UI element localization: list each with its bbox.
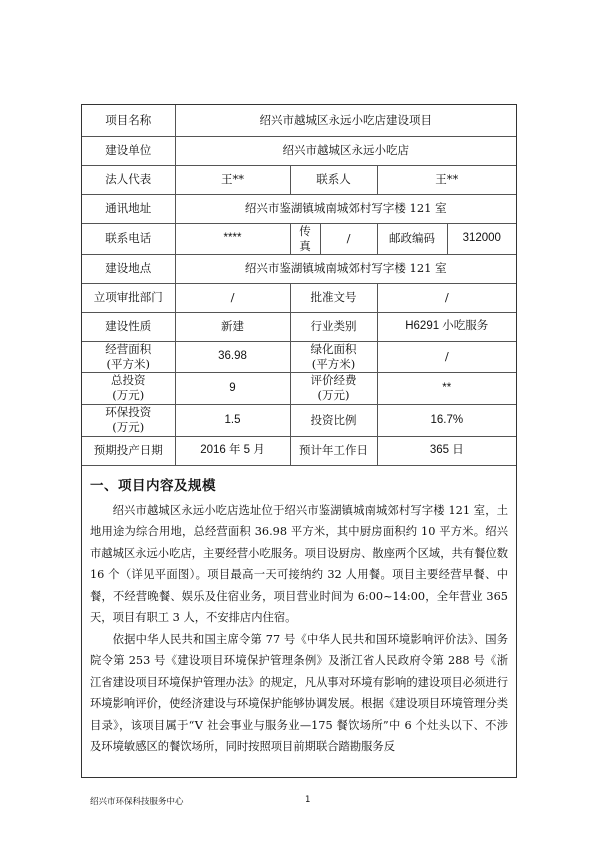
- table-row: [82, 136, 516, 165]
- table-row: [82, 254, 516, 283]
- table-row: [82, 223, 516, 254]
- ratio-value: 16.7%: [377, 404, 516, 436]
- cell-label: [290, 341, 377, 372]
- cell-label: 投资比例: [290, 404, 377, 436]
- label-line: 环保投资: [105, 405, 152, 419]
- label-line: 评价经费: [310, 373, 357, 387]
- project-content-section: [82, 465, 516, 758]
- cell-label: 预期投产日期: [82, 436, 175, 465]
- construction-unit-value: 绍兴市越城区永远小吃店: [175, 136, 516, 165]
- env-invest-value: 1.5: [175, 404, 290, 436]
- cell-label: 传 真: [290, 223, 320, 254]
- cell-label: 联系电话: [82, 223, 175, 254]
- workdays-value: 365 日: [377, 436, 516, 465]
- cell-label: [82, 404, 175, 436]
- area-value: 36.98: [175, 341, 290, 372]
- contact-value: 王**: [377, 165, 516, 194]
- cell-label: 批准文号: [290, 283, 377, 312]
- cell-label: [290, 372, 377, 404]
- paragraph-scope: 绍兴市越城区永远小吃店选址位于绍兴市鉴湖镇城南城郊村写字楼 121 室，土地用途为综合用地，总经营面积 36.98 平方米，其中厨房面积约 10 平方米。绍兴市越城区永远小吃店，主要经营小吃服务。项目设厨房、散座两个区域，共有餐位数 16 个（详见平面图）。项目最高一天可接纳约 32 人用餐。项目主要经营早餐、中餐，不经营晚餐、娱乐及住宿业务，项目营业时间为 6:00~14:00，全年营业 365 天，项目有职工 3 人，不安排店内住宿。: [90, 503, 508, 624]
- cell-label: [82, 372, 175, 404]
- cell-label: 邮政编码: [377, 223, 447, 254]
- label-unit: (万元): [112, 420, 145, 434]
- table-row: [82, 404, 516, 436]
- document-frame: [81, 104, 517, 778]
- green-value: /: [377, 341, 516, 372]
- legal-rep-value: 王**: [175, 165, 290, 194]
- cell-label: 建设地点: [82, 254, 175, 283]
- table-row: [82, 283, 516, 312]
- cell-label: 法人代表: [82, 165, 175, 194]
- project-name-value: 绍兴市越城区永远小吃店建设项目: [175, 105, 516, 136]
- nature-value: 新建: [175, 312, 290, 341]
- invest-value: 9: [175, 372, 290, 404]
- eval-value: **: [377, 372, 516, 404]
- phone-value: ****: [175, 223, 290, 254]
- label-line: 绿化面积: [310, 341, 357, 356]
- cell-label: 项目名称: [82, 105, 175, 136]
- industry-value: H6291 小吃服务: [377, 312, 516, 341]
- cell-label: 立项审批部门: [82, 283, 175, 312]
- page-number: 1: [305, 795, 311, 805]
- cell-label: [82, 341, 175, 372]
- address-value: 绍兴市鉴湖镇城南城郊村写字楼 121 室: [175, 194, 516, 223]
- table-row: [82, 372, 516, 404]
- cell-label: 建设性质: [82, 312, 175, 341]
- site-value: 绍兴市鉴湖镇城南城郊村写字楼 121 室: [175, 254, 516, 283]
- label-unit: (万元): [317, 388, 350, 402]
- cell-label: 联系人: [290, 165, 377, 194]
- table-row: [82, 194, 516, 223]
- label-line: 总投资: [111, 373, 146, 387]
- fax-value: /: [320, 223, 377, 254]
- label-line: 经营面积: [105, 341, 152, 356]
- label-unit: (万元): [112, 388, 145, 402]
- footer-organization: 绍兴市环保科技服务中心: [90, 797, 184, 807]
- table-row: [82, 165, 516, 194]
- cell-label: 行业类别: [290, 312, 377, 341]
- section-heading: 一、项目内容及规模: [90, 477, 216, 494]
- table-row: [82, 436, 516, 465]
- table-row: [82, 312, 516, 341]
- label-unit: (平方米): [106, 356, 150, 371]
- postcode-value: 312000: [447, 223, 516, 254]
- approval-dept-value: /: [175, 283, 290, 312]
- table-row: [82, 341, 516, 372]
- cell-label: 建设单位: [82, 136, 175, 165]
- start-date-value: 2016 年 5 月: [175, 436, 290, 465]
- cell-label: 预计年工作日: [290, 436, 377, 465]
- cell-label: 通讯地址: [82, 194, 175, 223]
- paragraph-basis: 依据中华人民共和国主席令第 77 号《中华人民共和国环境影响评价法》、国务院令第 253 号《建设项目环境保护管理条例》及浙江省人民政府令第 288 号《浙江省建设项目环境保护管理办法》的规定，凡从事对环境有影响的建设项目必须进行环境影响评价，使经济建设与环境保护能够协调发展。根据《建设项目环境管理分类目录》，该项目属于“Ⅴ 社会事业与服务业—175 餐饮场所”中 6 个灶头以下、不涉及环境敏感区的餐饮场所，同时按照项目前期联合踏勘服务反: [90, 632, 508, 753]
- table-row: [82, 105, 516, 136]
- project-info-table: [82, 105, 516, 466]
- label-unit: (平方米): [311, 356, 356, 371]
- approval-doc-value: /: [377, 283, 516, 312]
